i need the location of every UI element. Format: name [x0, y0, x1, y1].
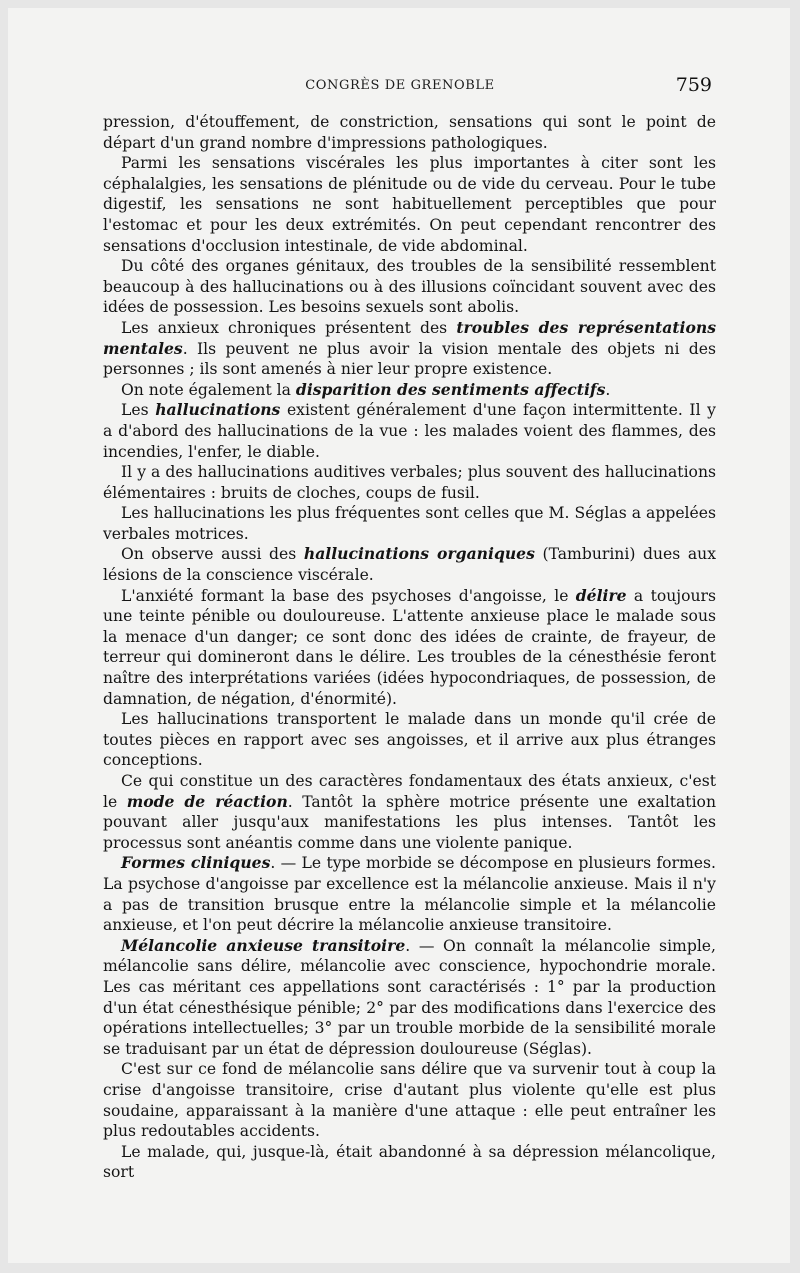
running-title: CONGRÈS DE GRENOBLE — [305, 78, 495, 93]
paragraph — [103, 771, 716, 853]
paragraph — [103, 318, 716, 380]
section-heading: Formes cliniques — [121, 853, 271, 873]
paragraph-text: . — On connaît la mélancolie simple, mélancolie sans délire, mélancolie avec conscience, hypochondrie morale. Les cas méritant ces appellations sont caractérisés : 1° par la production d'un état cénesthésique pénible; 2° par des modifications dans l'exercice des opérations intellectuelles; 3° par un trouble morbide de la sensibilité morale se traduisant par un état de dépression douloureuse (Séglas). — [103, 936, 716, 1058]
paragraph-text: Du côté des organes génitaux, des troubles de la sensibilité ressemblent beaucoup à des hallucinations ou à des illusions coïncidant souvent avec des idées de possession. Les besoins sexuels sont abolis. — [103, 257, 716, 317]
paragraph-text: C'est sur ce fond de mélancolie sans délire que va survenir tout à coup la crise d'angoisse transitoire, crise d'autant plus violente qu'elle est plus soudaine, apparaissant à la manière d'une attaque : elle peut entraîner les plus redoutables accidents. — [103, 1060, 716, 1141]
paragraph-text: a toujours une teinte pénible ou douloureuse. L'attente anxieuse place le malade sous la menace d'un danger; ce sont donc des idées de crainte, de frayeur, de terreur qui domineront dans le délire. Les troubles de la cénesthésie feront naître des interprétations variées (idées hypocondriaques, de possession, de damnation, de négation, d'énormité). — [103, 586, 716, 708]
paragraph-text: Les — [121, 401, 156, 420]
paragraph-text: . Ils peuvent ne plus avoir la vision mentale des objets ni des personnes ; ils sont amenés à nier leur propre existence. — [103, 339, 716, 379]
italic-term: délire — [575, 585, 627, 605]
paragraph — [103, 1059, 716, 1141]
paragraph — [103, 256, 716, 318]
paragraph-text: Les anxieux chroniques présentent des — [121, 318, 457, 337]
paragraph — [103, 400, 716, 462]
paragraph-text: . — [605, 380, 611, 399]
paragraph-text: Il y a des hallucinations auditives verbales; plus souvent des hallucinations élémentaires : bruits de cloches, coups de fusil. — [103, 463, 716, 502]
paragraph — [103, 153, 716, 256]
paragraph-text: Les hallucinations les plus fréquentes sont celles que M. Séglas a appelées verbales motrices. — [103, 504, 716, 543]
paragraph — [103, 709, 716, 771]
paragraph — [103, 112, 716, 153]
paragraph-text: . — Le type morbide se décompose en plusieurs formes. La psychose d'angoisse par excellence est la mélancolie anxieuse. Mais il n'y a pas de transition brusque entre la mélancolie simple et la mélancolie anxieuse, et l'on peut décrire la mélancolie anxieuse transitoire. — [103, 854, 716, 935]
paragraph-text: . Tantôt la sphère motrice présente une exaltation pouvant aller jusqu'aux manifestations les plus intenses. Tantôt les processus sont anéantis comme dans une violente panique. — [103, 792, 716, 852]
page-number: 759 — [675, 74, 712, 96]
paragraph-text: (Tamburini) dues aux lésions de la conscience viscérale. — [103, 545, 717, 585]
paragraph-text: Le malade, qui, jusque-là, était abandonné à sa dépression mélancolique, sort — [103, 1142, 716, 1182]
italic-term: disparition des sentiments affectifs — [295, 379, 606, 399]
italic-term: hallucinations organiques — [303, 544, 535, 564]
paragraph-text: L'anxiété formant la base des psychoses d'angoisse, le — [121, 586, 576, 605]
paragraph — [103, 503, 716, 544]
body-text — [103, 112, 716, 1183]
section-heading: Mélancolie anxieuse transitoire — [121, 935, 406, 955]
page-header — [0, 72, 800, 100]
paragraph — [103, 853, 716, 935]
italic-term: hallucinations — [155, 400, 281, 420]
paragraph — [103, 462, 716, 503]
paragraph-text: Les hallucinations transportent le malade dans un monde qu'il crée de toutes pièces en rapport avec ses angoisses, et il arrive aux plus étranges conceptions. — [103, 710, 716, 770]
paragraph-text: Parmi les sensations viscérales les plus importantes à citer sont les céphalalgies, les sensations de plénitude ou de vide du cerveau. Pour le tube digestif, les sensations ne sont habituellement perceptibles que pour l'estomac et pour les deux extrémités. On peut cependant rencontrer des sensations d'occlusion intestinale, de vide abdominal. — [103, 154, 716, 255]
italic-term: mode de réaction — [126, 791, 288, 811]
paragraph — [103, 380, 716, 401]
paragraph — [103, 586, 716, 710]
paragraph — [103, 544, 716, 585]
italic-term: troubles des représentations mentales — [103, 317, 717, 358]
paragraph — [103, 936, 716, 1060]
paragraph-text: On note également la — [121, 380, 296, 399]
paragraph-text: pression, d'étouffement, de constriction, sensations qui sont le point de départ d'un grand nombre d'impressions pathologiques. — [103, 113, 716, 152]
paragraph-text: Ce qui constitue un des caractères fondamentaux des états anxieux, c'est le — [103, 772, 716, 811]
paragraph — [103, 1142, 716, 1183]
paragraph-text: existent généralement d'une façon intermittente. Il y a d'abord des hallucinations de la vue : les malades voient des flammes, des incendies, l'enfer, le diable. — [103, 401, 716, 461]
paragraph-text: On observe aussi des — [121, 545, 304, 564]
